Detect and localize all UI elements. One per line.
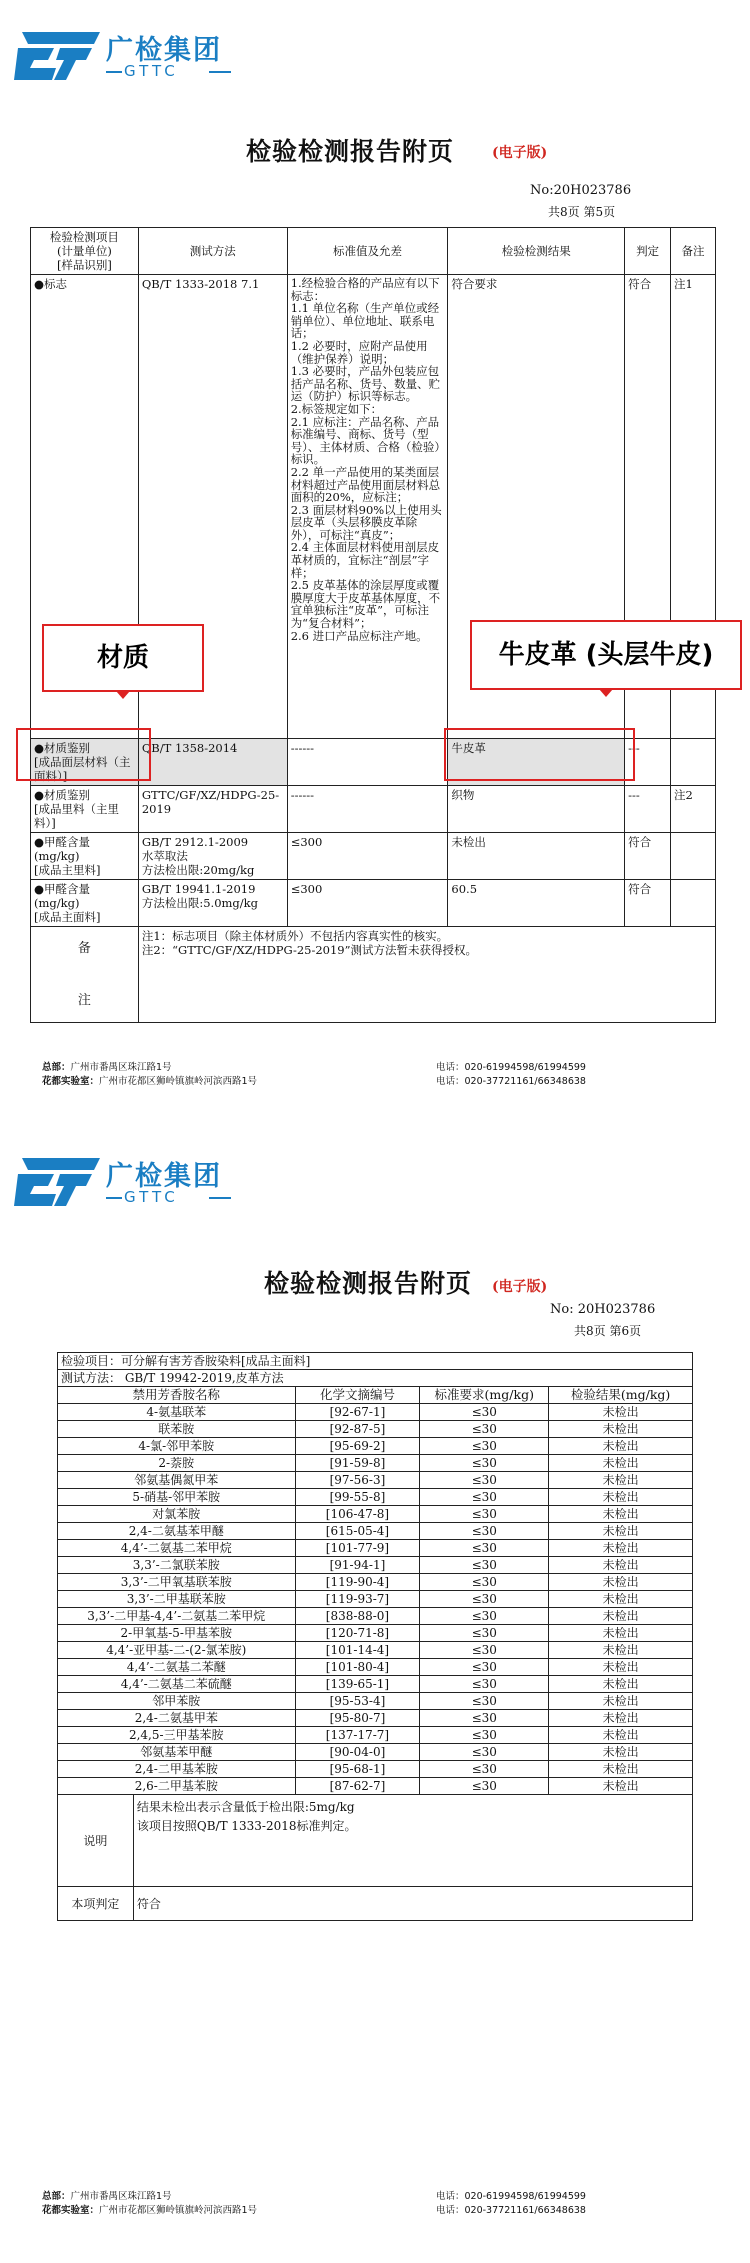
page-subtitle: (电子版) [492,145,548,161]
row-result: 牛皮革 [448,739,625,786]
amine-name: 4-氨基联苯 [58,1404,296,1421]
logo-chinese-name: 广检集团 [106,35,222,66]
row-result: 未检出 [448,833,625,880]
row-method: GB/T 2912.1-2009 水萃取法 方法检出限:20mg/kg [138,833,287,880]
amine-name: 3,3’-二甲基-4,4’-二氨基二苯甲烷 [58,1608,296,1625]
page-subtitle: (电子版) [492,1279,548,1295]
footer-addresses: 总部：广州市番禺区珠江路1号 花都实验室：广州市花都区狮岭镇旗岭河滨西路1号 [42,1062,258,1087]
table-row [58,1642,693,1659]
row-standard: ------ [287,739,448,786]
amine-name: 4,4’-亚甲基-二-(2-氯苯胺) [58,1642,296,1659]
table-row [58,1523,693,1540]
amine-name: 4,4’-二氨基二苯醚 [58,1659,296,1676]
row-judge: 符合 [625,275,671,739]
explain-row [58,1795,693,1887]
amine-name: 4-氯-邻甲苯胺 [58,1438,296,1455]
amine-result: 未检出 [549,1625,693,1642]
notes-text: 注1：标志项目（除主体材质外）不包括内容真实性的核实。 注2：“GTTC/GF/XZ/HDPG-25-2019”测试方法暂未获得授权。 [138,927,715,1023]
amine-name: 5-硝基-邻甲苯胺 [58,1489,296,1506]
logo-chinese-name: 广检集团 [106,1161,222,1192]
test-method: 测试方法： GB/T 19942-2019,皮革方法 [58,1370,693,1387]
amine-cas: [92-67-1] [295,1404,420,1421]
amine-result: 未检出 [549,1727,693,1744]
table-header-row [58,1387,693,1404]
notes-row [31,927,716,1023]
amine-result: 未检出 [549,1404,693,1421]
amine-cas: [101-80-4] [295,1659,420,1676]
gttc-logo [14,1152,264,1212]
row-remark [671,739,716,786]
header-judge: 判定 [625,228,671,275]
amine-requirement: ≤30 [420,1710,549,1727]
amine-requirement: ≤30 [420,1744,549,1761]
header-req: 标准要求(mg/kg) [420,1387,549,1404]
amine-requirement: ≤30 [420,1761,549,1778]
amine-result: 未检出 [549,1778,693,1795]
table-row [31,786,716,833]
amine-result: 未检出 [549,1659,693,1676]
amine-name: 4,4’-二氨基二苯硫醚 [58,1676,296,1693]
table-row [58,1676,693,1693]
amine-cas: [615-05-4] [295,1523,420,1540]
table-row [31,833,716,880]
amine-result: 未检出 [549,1438,693,1455]
amine-result: 未检出 [549,1489,693,1506]
table-row [58,1421,693,1438]
amine-cas: [92-87-5] [295,1421,420,1438]
amine-name: 2,4-二氨基甲苯 [58,1710,296,1727]
amine-result: 未检出 [549,1591,693,1608]
amine-cas: [119-93-7] [295,1591,420,1608]
highlight-result-cell [444,728,635,781]
header-result: 检验结果(mg/kg) [549,1387,693,1404]
header-name: 禁用芳香胺名称 [58,1387,296,1404]
amine-result: 未检出 [549,1608,693,1625]
amine-requirement: ≤30 [420,1523,549,1540]
amine-cas: [106-47-8] [295,1506,420,1523]
amine-name: 邻氨基苯甲醚 [58,1744,296,1761]
aromatic-amine-table [57,1352,693,1921]
table-row [58,1472,693,1489]
header-remark: 备注 [671,228,716,275]
amine-cas: [101-14-4] [295,1642,420,1659]
amine-result: 未检出 [549,1574,693,1591]
judge-row [58,1887,693,1921]
row-method: GB/T 19941.1-2019 方法检出限:5.0mg/kg [138,880,287,927]
amine-result: 未检出 [549,1710,693,1727]
row-judge: 符合 [625,880,671,927]
amine-name: 2,4,5-三甲基苯胺 [58,1727,296,1744]
table-row [58,1744,693,1761]
amine-requirement: ≤30 [420,1625,549,1642]
row-item: ●标志 [31,275,139,739]
report-number: No: 20H023786 [550,1302,656,1317]
explain-label: 说明 [58,1795,134,1887]
row-method: QB/T 1333-2018 7.1 [138,275,287,739]
table-row [58,1574,693,1591]
amine-cas: [87-62-7] [295,1778,420,1795]
highlight-material-cell [16,728,151,781]
table-row [58,1438,693,1455]
callout-cowhide: 牛皮革 (头层牛皮) [470,620,742,690]
table-row [58,1693,693,1710]
row-result: 60.5 [448,880,625,927]
amine-requirement: ≤30 [420,1472,549,1489]
row-remark: 注2 [671,786,716,833]
logo-english-name: GTTC [124,62,179,80]
amine-result: 未检出 [549,1642,693,1659]
table-row [31,880,716,927]
row-standard: 1.经检验合格的产品应有以下标志： 1.1 单位名称（生产单位或经销单位）、单位地址、联系电话； 1.2 必要时，应附产品使用（维护保养）说明； 1.3 必要时，产品外包装应包括产品名称、货号、数量、贮运（防护）标识等标志。 2.标签规定如下： 2.1 应标注：产品名称、产品标准编号、商标、货号（型号）、主体材质、合格（检验）标识。 2.2 单一产品使用的某类面层材料超过产品使用面层材料总面积的20%，应标注； 2.3 面层材料90%以上使用头层皮革（头层移膜皮革除外），可标注“真皮”； 2.4 主体面层材料使用剖层皮革材质的，宜标注“剖层”字样； 2.5 皮革基体的涂层厚度或覆膜厚度大于皮革基体厚度，不宜单独标注“皮革”，可标注为“复合材料”； 2.6 进口产品应标注产地。 [287,275,448,739]
judge-label: 本项判定 [58,1887,134,1921]
amine-requirement: ≤30 [420,1404,549,1421]
amine-name: 2-萘胺 [58,1455,296,1472]
amine-requirement: ≤30 [420,1489,549,1506]
amine-requirement: ≤30 [420,1659,549,1676]
footer-addresses: 总部：广州市番禺区珠江路1号 花都实验室：广州市花都区狮岭镇旗岭河滨西路1号 [42,2191,258,2216]
notes-label: 备 注 [31,927,139,1023]
amine-requirement: ≤30 [420,1591,549,1608]
table-row [58,1778,693,1795]
amine-cas: [120-71-8] [295,1625,420,1642]
table-row [58,1489,693,1506]
logo-english-name: GTTC [124,1188,179,1206]
table-row [58,1506,693,1523]
row-judge: --- [625,786,671,833]
header-method: 测试方法 [138,228,287,275]
header-cas: 化学文摘编号 [295,1387,420,1404]
amine-cas: [90-04-0] [295,1744,420,1761]
header-standard: 标准值及允差 [287,228,448,275]
amine-name: 联苯胺 [58,1421,296,1438]
table-row [58,1761,693,1778]
table-row [58,1625,693,1642]
row-remark: 注1 [671,275,716,739]
header-item: 检验检测项目 (计量单位) [样品识别] [31,228,139,275]
amine-requirement: ≤30 [420,1642,549,1659]
test-item-row [58,1353,693,1370]
row-result: 符合要求 [448,275,625,739]
report-number: No:20H023786 [530,183,632,198]
judge-value: 符合 [133,1887,692,1921]
amine-requirement: ≤30 [420,1421,549,1438]
table-row [58,1727,693,1744]
amine-name: 3,3’-二氯联苯胺 [58,1557,296,1574]
amine-result: 未检出 [549,1540,693,1557]
amine-result: 未检出 [549,1761,693,1778]
amine-result: 未检出 [549,1693,693,1710]
amine-name: 对氯苯胺 [58,1506,296,1523]
table-row [58,1659,693,1676]
amine-rows [58,1404,693,1795]
amine-requirement: ≤30 [420,1676,549,1693]
row-method: QB/T 1358-2014 [138,739,287,786]
gttc-logo-icon [14,1152,102,1210]
row-judge: 符合 [625,833,671,880]
table-row [58,1557,693,1574]
table-row [58,1591,693,1608]
amine-cas: [95-80-7] [295,1710,420,1727]
amine-cas: [838-88-0] [295,1608,420,1625]
amine-result: 未检出 [549,1523,693,1540]
table-row [58,1608,693,1625]
amine-name: 邻甲苯胺 [58,1693,296,1710]
page-title: 检验检测报告附页 [246,137,455,166]
row-remark [671,833,716,880]
amine-cas: [101-77-9] [295,1540,420,1557]
amine-result: 未检出 [549,1744,693,1761]
amine-result: 未检出 [549,1455,693,1472]
amine-requirement: ≤30 [420,1608,549,1625]
amine-result: 未检出 [549,1506,693,1523]
row-remark [671,880,716,927]
amine-cas: [91-94-1] [295,1557,420,1574]
header-result: 检验检测结果 [448,228,625,275]
footer-phones: 电话：020-61994598/61994599 电话：020-37721161/66348638 [436,2191,586,2216]
amine-requirement: ≤30 [420,1574,549,1591]
amine-result: 未检出 [549,1557,693,1574]
amine-cas: [119-90-4] [295,1574,420,1591]
row-item: ●材质鉴别 [成品面层材料（主面料）] [31,739,139,786]
report-page-5 [0,0,750,1130]
amine-cas: [91-59-8] [295,1455,420,1472]
table-row [58,1404,693,1421]
page-title: 检验检测报告附页 [264,1269,473,1298]
amine-name: 3,3’-二甲氧基联苯胺 [58,1574,296,1591]
row-standard: ≤300 [287,880,448,927]
amine-result: 未检出 [549,1472,693,1489]
row-result: 织物 [448,786,625,833]
test-item: 检验项目：可分解有害芳香胺染料[成品主面料] [58,1353,693,1370]
table-header-row [31,228,716,275]
amine-requirement: ≤30 [420,1438,549,1455]
amine-result: 未检出 [549,1676,693,1693]
page-info: 共8页 第6页 [574,1324,642,1338]
amine-requirement: ≤30 [420,1557,549,1574]
amine-cas: [137-17-7] [295,1727,420,1744]
amine-requirement: ≤30 [420,1727,549,1744]
row-standard: ≤300 [287,833,448,880]
row-method: GTTC/GF/XZ/HDPG-25-2019 [138,786,287,833]
amine-name: 2,4-二甲基苯胺 [58,1761,296,1778]
amine-name: 4,4’-二氨基二苯甲烷 [58,1540,296,1557]
table-row [58,1540,693,1557]
amine-requirement: ≤30 [420,1778,549,1795]
page-info: 共8页 第5页 [548,205,616,219]
row-judge: --- [625,739,671,786]
amine-requirement: ≤30 [420,1693,549,1710]
amine-name: 3,3’-二甲基联苯胺 [58,1591,296,1608]
table-row [58,1710,693,1727]
amine-name: 邻氨基偶氮甲苯 [58,1472,296,1489]
amine-cas: [97-56-3] [295,1472,420,1489]
explain-text: 结果未检出表示含量低于检出限:5mg/kg 该项目按照QB/T 1333-2018标准判定。 [133,1795,692,1887]
amine-requirement: ≤30 [420,1540,549,1557]
amine-cas: [99-55-8] [295,1489,420,1506]
amine-name: 2,6-二甲基苯胺 [58,1778,296,1795]
row-standard: ------ [287,786,448,833]
amine-requirement: ≤30 [420,1506,549,1523]
row-item: ●材质鉴别 [成品里料（主里料）] [31,786,139,833]
amine-cas: [139-65-1] [295,1676,420,1693]
amine-requirement: ≤30 [420,1455,549,1472]
amine-cas: [95-69-2] [295,1438,420,1455]
amine-result: 未检出 [549,1421,693,1438]
amine-cas: [95-53-4] [295,1693,420,1710]
row-item: ●甲醛含量 (mg/kg) [成品主面料] [31,880,139,927]
test-method-row [58,1370,693,1387]
amine-name: 2,4-二氨基苯甲醚 [58,1523,296,1540]
callout-material: 材质 [42,624,204,692]
row-item: ●甲醛含量 (mg/kg) [成品主里料] [31,833,139,880]
table-row [58,1455,693,1472]
amine-name: 2-甲氧基-5-甲基苯胺 [58,1625,296,1642]
gttc-logo-icon [14,26,102,84]
amine-cas: [95-68-1] [295,1761,420,1778]
footer-phones: 电话：020-61994598/61994599 电话：020-37721161/66348638 [436,1062,586,1087]
gttc-logo [14,26,264,86]
report-page-6 [0,1130,750,2263]
